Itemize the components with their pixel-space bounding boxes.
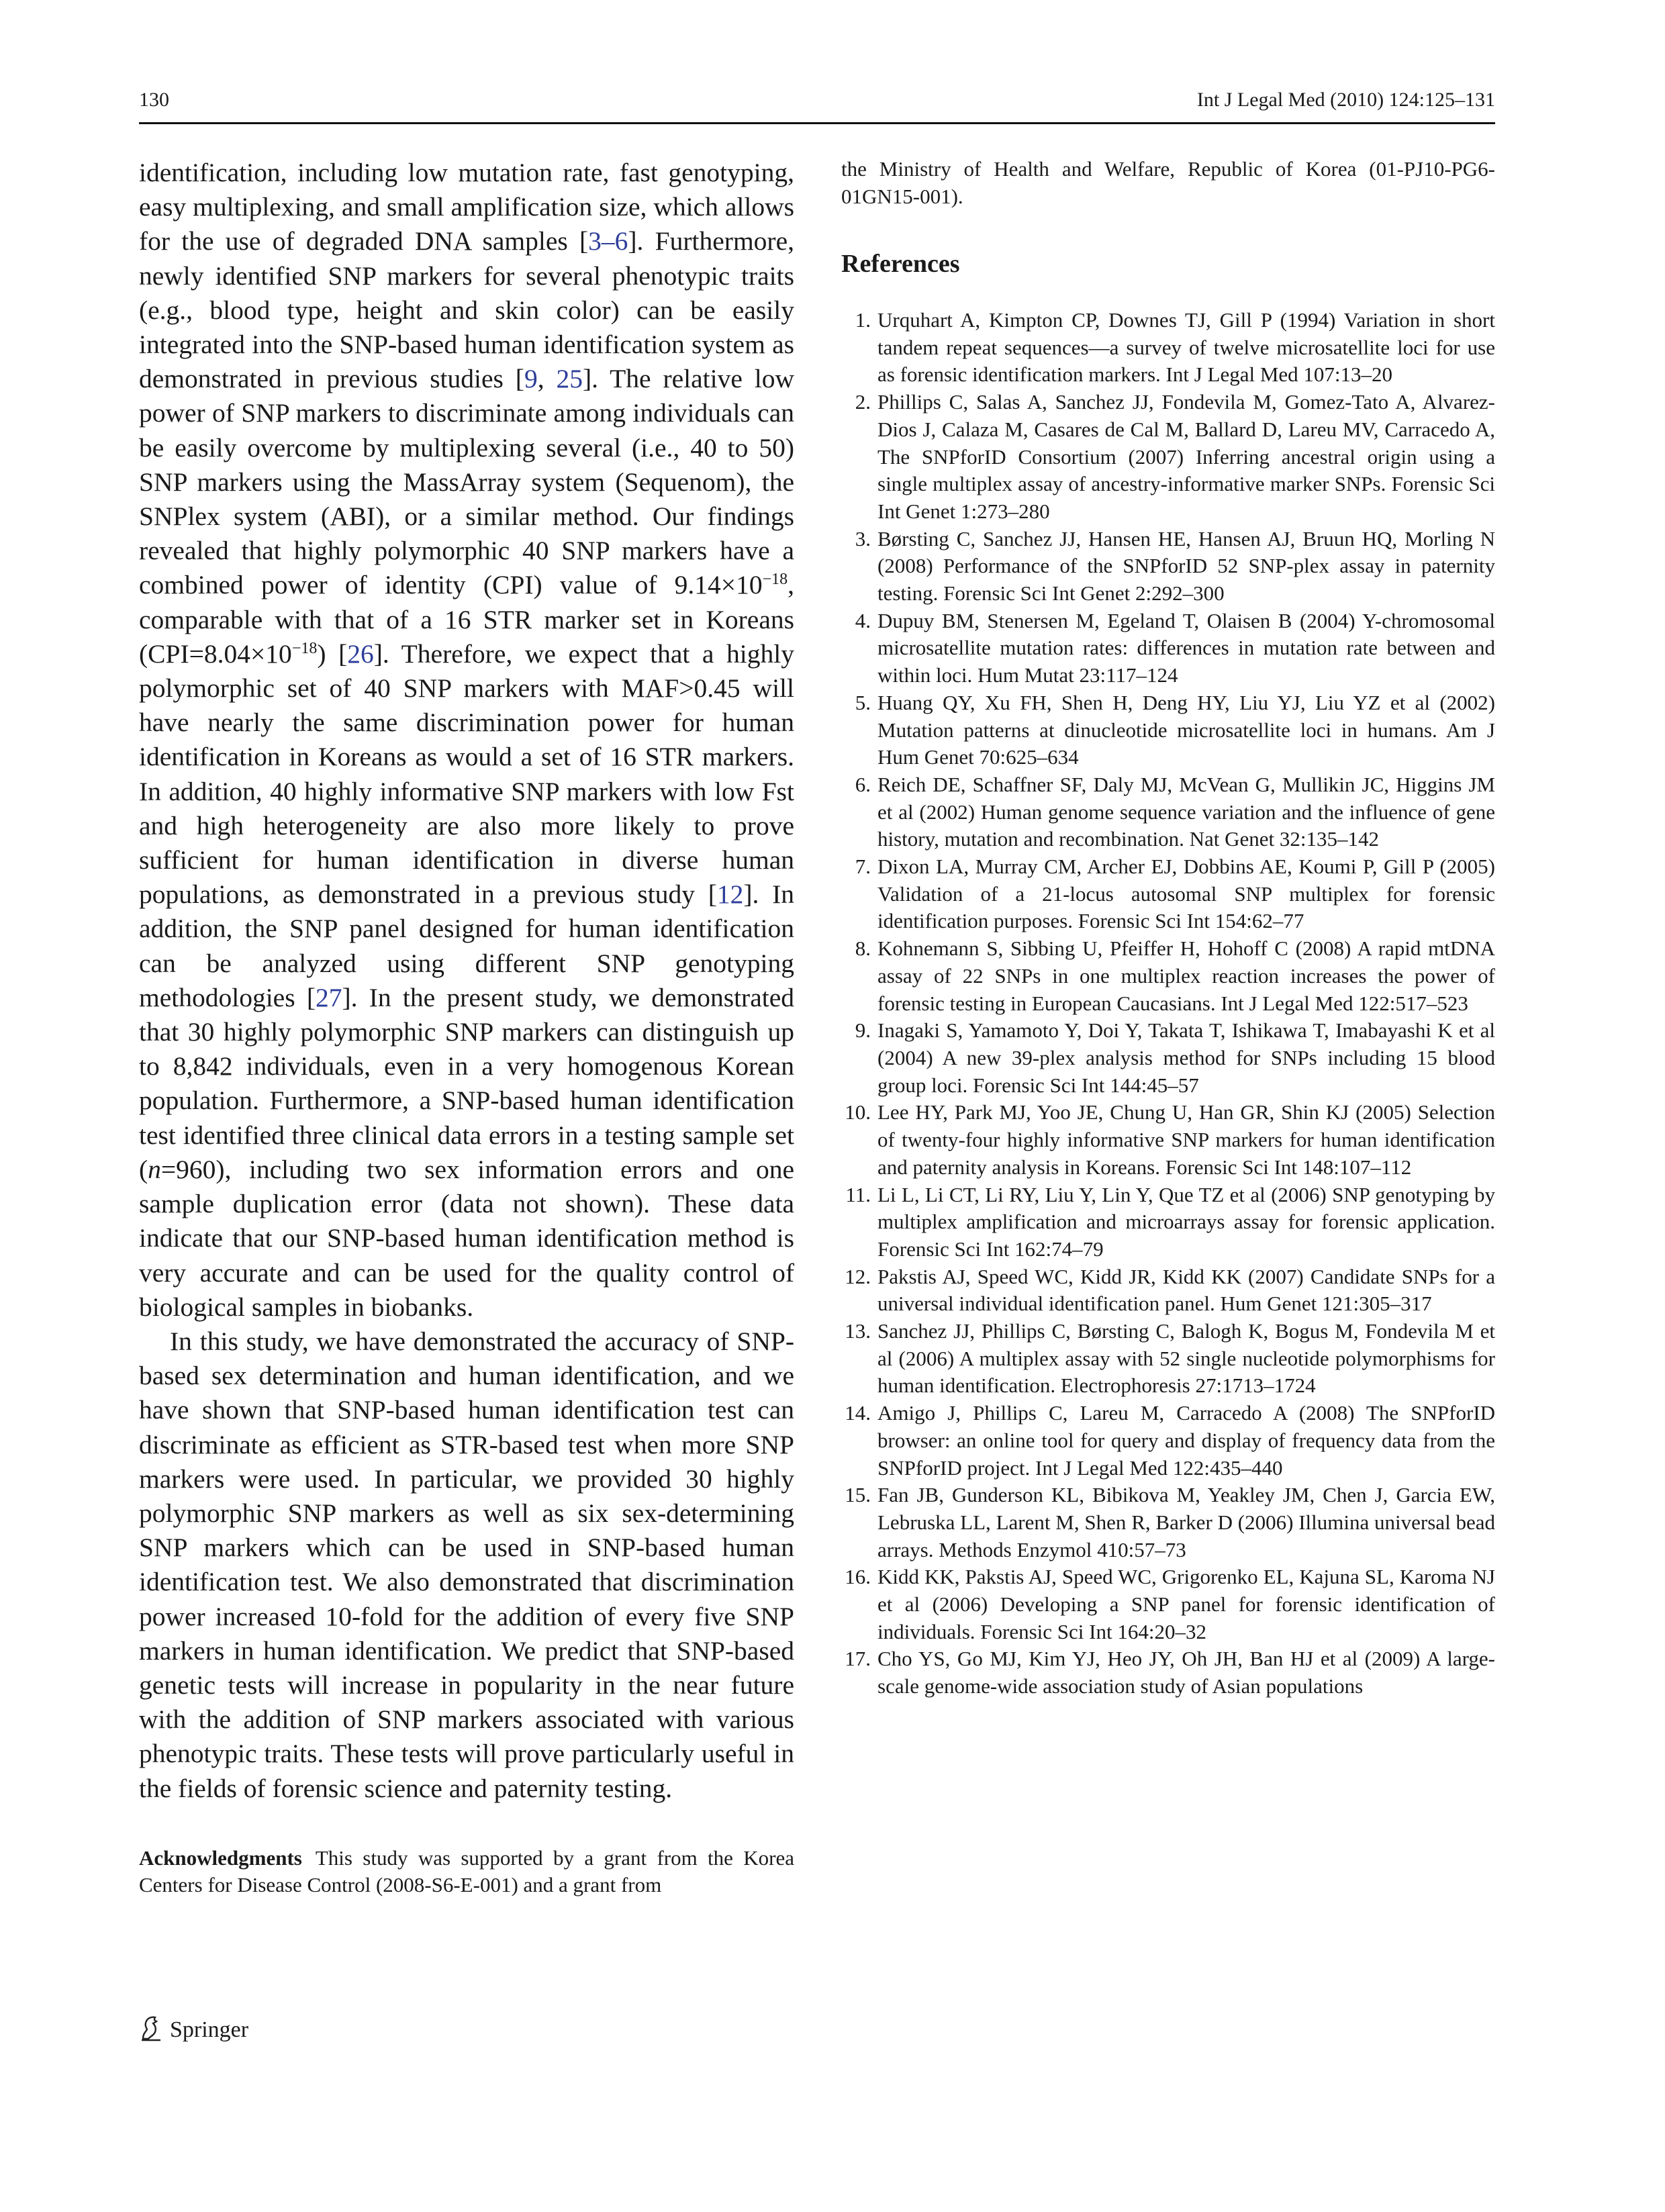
page-number: 130 xyxy=(139,89,169,111)
reference-item xyxy=(841,1645,1495,1700)
reference-number: 9. xyxy=(855,1018,871,1043)
citation-link[interactable]: 25 xyxy=(556,364,583,394)
reference-text: Dupuy BM, Stenersen M, Egeland T, Olaisen B (2004) Y-chromosomal microsatellite mutation rates: differences in mutation rate between and within loci. Hum Mutat 23:117–124 xyxy=(877,608,1495,687)
reference-item xyxy=(841,389,1495,526)
reference-number: 6. xyxy=(855,772,871,796)
left-column xyxy=(139,156,794,1899)
exponent: −18 xyxy=(291,639,318,657)
reference-number: 8. xyxy=(855,936,871,961)
citation-link[interactable]: 9 xyxy=(524,364,538,394)
citation-link[interactable]: 26 xyxy=(347,638,374,669)
acknowledgments xyxy=(139,1845,794,1899)
reference-item xyxy=(841,1099,1495,1181)
right-column xyxy=(841,156,1495,1700)
reference-text: Sanchez JJ, Phillips C, Børsting C, Balogh K, Bogus M, Fondevila M et al (2006) A multiplex assay with 52 single nucleotide polymorphisms for human identification. Electrophoresis 27:1713–1724 xyxy=(877,1319,1495,1398)
reference-text: Kohnemann S, Sibbing U, Pfeiffer H, Hohoff C (2008) A rapid mtDNA assay of 22 SNPs in one multiplex reaction increases the power of forensic testing in European Caucasians. Int J Legal Med 122:517–523 xyxy=(877,936,1495,1015)
reference-list xyxy=(841,307,1495,1700)
body-text xyxy=(139,156,794,1806)
reference-number: 11. xyxy=(845,1182,871,1206)
reference-number: 4. xyxy=(855,608,871,632)
reference-number: 13. xyxy=(845,1319,871,1343)
reference-number: 3. xyxy=(855,526,871,550)
reference-text: Reich DE, Schaffner SF, Daly MJ, McVean G, Mullikin JC, Higgins JM et al (2002) Human genome sequence variation and the influence of gene history, mutation and recombination. Nat Genet 32:135–142 xyxy=(877,772,1495,851)
reference-text: Pakstis AJ, Speed WC, Kidd JR, Kidd KK (2007) Candidate SNPs for a universal individual identification panel. Hum Genet 121:305–317 xyxy=(877,1264,1495,1316)
journal-reference: Int J Legal Med (2010) 124:125–131 xyxy=(1196,89,1495,111)
reference-item xyxy=(841,935,1495,1017)
acknowledgments-text: This study was supported by a grant from the Korea Centers for Disease Control (2008-S6-E-001) and a grant from xyxy=(139,1845,794,1897)
reference-number: 17. xyxy=(845,1647,871,1671)
paragraph-1: identification, including low mutation rate, fast genotyping, easy multiplexing, and small amplification size, which allows for the use of degraded DNA samples [3–6]. Furthermore, newly identified SNP markers for several phenotypic traits (e.g., blood type, height and skin color) can be easily integrated into the SNP-based human identification system as demonstrated in previous studies [9, 25]. The relative low power of SNP markers to discriminate among individuals can be easily overcome by multiplexing several (i.e., 40 to 50) SNP markers using the MassArray system (Sequenom), the SNPlex system (ABI), or a similar method. Our findings revealed that highly polymorphic 40 SNP markers have a combined power of identity (CPI) value of $9.14\times 10^{-18}$, comparable with that of a 16 STR marker set in Koreans $(CPI=8.04\times 10^{-18})$ [26]. Therefore, we expect that a highly polymorphic set of 40 SNP markers with MAF>0.45 will have nearly the same discrimination power for human identification in Koreans as would a set of 16 STR markers. In addition, 40 highly informative SNP markers with low Fst and high heterogeneity are also more likely to prove sufficient for human identification in diverse human populations, as demonstrated in a previous study [12]. In addition, the SNP panel designed for human identification can be analyzed using different SNP genotyping methodologies [27]. In the present study, we demonstrated that 30 highly polymorphic SNP markers can distinguish up to 8,842 individuals, even in a very homogenous Korean population. Furthermore, a SNP-based human identification test identified three clinical data errors in a testing sample set (n=960), including two sex information errors and one sample duplication error (data not shown). These data indicate that our SNP-based human identification method is very accurate and can be used for the quality control of biological samples in biobanks. xyxy=(139,158,795,1322)
reference-text: Amigo J, Phillips C, Lareu M, Carracedo A (2008) The SNPforID browser: an online tool for query and display of frequency data from the SNPforID project. Int J Legal Med 122:435–440 xyxy=(877,1401,1495,1480)
reference-text: Børsting C, Sanchez JJ, Hansen HE, Hansen AJ, Bruun HQ, Morling N (2008) Performance of the SNPforID 52 SNP-plex assay in paternity testing. Forensic Sci Int Genet 2:292–300 xyxy=(877,526,1495,606)
acknowledgments-continued: the Ministry of Health and Welfare, Republic of Korea (01-PJ10-PG6-01GN15-001). xyxy=(841,157,1495,208)
reference-text: Inagaki S, Yamamoto Y, Doi Y, Takata T, Ishikawa T, Imabayashi K et al (2004) A new 39-plex analysis method for SNPs including 15 blood group loci. Forensic Sci Int 144:45–57 xyxy=(877,1018,1495,1097)
springer-horse-icon xyxy=(139,2015,163,2045)
acknowledgments-heading: Acknowledgments xyxy=(139,1845,302,1870)
reference-number: 12. xyxy=(845,1264,871,1288)
reference-text: Urquhart A, Kimpton CP, Downes TJ, Gill P (1994) Variation in short tandem repeat sequences—a survey of twelve microsatellite loci for use as forensic identification markers. Int J Legal Med 107:13–20 xyxy=(877,308,1495,387)
reference-item xyxy=(841,1263,1495,1318)
reference-item xyxy=(841,1017,1495,1099)
reference-text: Kidd KK, Pakstis AJ, Speed WC, Grigorenko EL, Kajuna SL, Karoma NJ et al (2006) Developing a SNP panel for forensic identification of individuals. Forensic Sci Int 164:20–32 xyxy=(877,1565,1495,1643)
citation-link[interactable]: 3–6 xyxy=(588,226,628,256)
reference-number: 16. xyxy=(845,1565,871,1589)
reference-item xyxy=(841,1182,1495,1263)
reference-number: 15. xyxy=(845,1483,871,1507)
reference-item xyxy=(841,1482,1495,1564)
reference-number: 1. xyxy=(855,308,871,332)
reference-text: Lee HY, Park MJ, Yoo JE, Chung U, Han GR, Shin KJ (2005) Selection of twenty-four highly informative SNP markers for human identification and paternity analysis in Koreans. Forensic Sci Int 148:107–112 xyxy=(877,1100,1495,1179)
reference-text: Cho YS, Go MJ, Kim YJ, Heo JY, Oh JH, Ban HJ et al (2009) A large-scale genome-wide association study of Asian populations xyxy=(877,1647,1495,1698)
reference-item xyxy=(841,771,1495,853)
reference-text: Huang QY, Xu FH, Shen H, Deng HY, Liu YJ, Liu YZ et al (2002) Mutation patterns at dinucleotide microsatellite loci in humans. Am J Hum Genet 70:625–634 xyxy=(877,690,1495,769)
reference-number: 5. xyxy=(855,690,871,714)
reference-number: 2. xyxy=(855,390,871,414)
reference-number: 7. xyxy=(855,855,871,879)
exponent: −18 xyxy=(762,571,788,589)
publisher-footer xyxy=(139,2015,248,2044)
reference-item xyxy=(841,1400,1495,1482)
citation-link[interactable]: 12 xyxy=(716,879,744,910)
citation-link[interactable]: 27 xyxy=(316,982,342,1012)
reference-item xyxy=(841,1564,1495,1645)
reference-number: 10. xyxy=(845,1100,871,1124)
publisher-name: Springer xyxy=(170,2017,249,2042)
paragraph-2: In this study, we have demonstrated the accuracy of SNP-based sex determination and human identification, and we have shown that SNP-based human identification test can discriminate as efficient as STR-based test when more SNP markers were used. In particular, we provided 30 highly polymorphic SNP markers as well as six sex-determining SNP markers which can be used in SNP-based human identification test. We also demonstrated that discrimination power increased 10-fold for the addition of every five SNP markers in human identification. We predict that SNP-based genetic tests will increase in popularity in the near future with the addition of SNP markers associated with various phenotypic traits. These tests will prove particularly useful in the fields of forensic science and paternity testing. xyxy=(139,1326,794,1803)
reference-number: 14. xyxy=(845,1401,871,1425)
header-rule xyxy=(139,122,1495,124)
page-header xyxy=(139,89,1495,121)
reference-item xyxy=(841,853,1495,935)
reference-item xyxy=(841,526,1495,608)
reference-item xyxy=(841,1318,1495,1400)
reference-item xyxy=(841,689,1495,771)
reference-text: Fan JB, Gunderson KL, Bibikova M, Yeakley JM, Chen J, Garcia EW, Lebruska LL, Larent M, Shen R, Barker D (2006) Illumina universal bead arrays. Methods Enzymol 410:57–73 xyxy=(877,1483,1495,1561)
reference-item xyxy=(841,608,1495,689)
references-heading: References xyxy=(841,250,960,278)
reference-text: Dixon LA, Murray CM, Archer EJ, Dobbins AE, Koumi P, Gill P (2005) Validation of a 21-locus autosomal SNP multiplex for forensic identification purposes. Forensic Sci Int 154:62–77 xyxy=(877,855,1495,933)
reference-text: Phillips C, Salas A, Sanchez JJ, Fondevila M, Gomez-Tato A, Alvarez-Dios J, Calaza M, Casares de Cal M, Ballard D, Lareu MV, Carracedo A, The SNPforID Consortium (2007) Inferring ancestral origin using a single multiplex assay of ancestry-informative marker SNPs. Forensic Sci Int Genet 1:273–280 xyxy=(877,390,1495,523)
reference-text: Li L, Li CT, Li RY, Liu Y, Lin Y, Que TZ et al (2006) SNP genotyping by multiplex amplification and microarrays assay for forensic application. Forensic Sci Int 162:74–79 xyxy=(877,1182,1495,1261)
reference-item xyxy=(841,307,1495,389)
